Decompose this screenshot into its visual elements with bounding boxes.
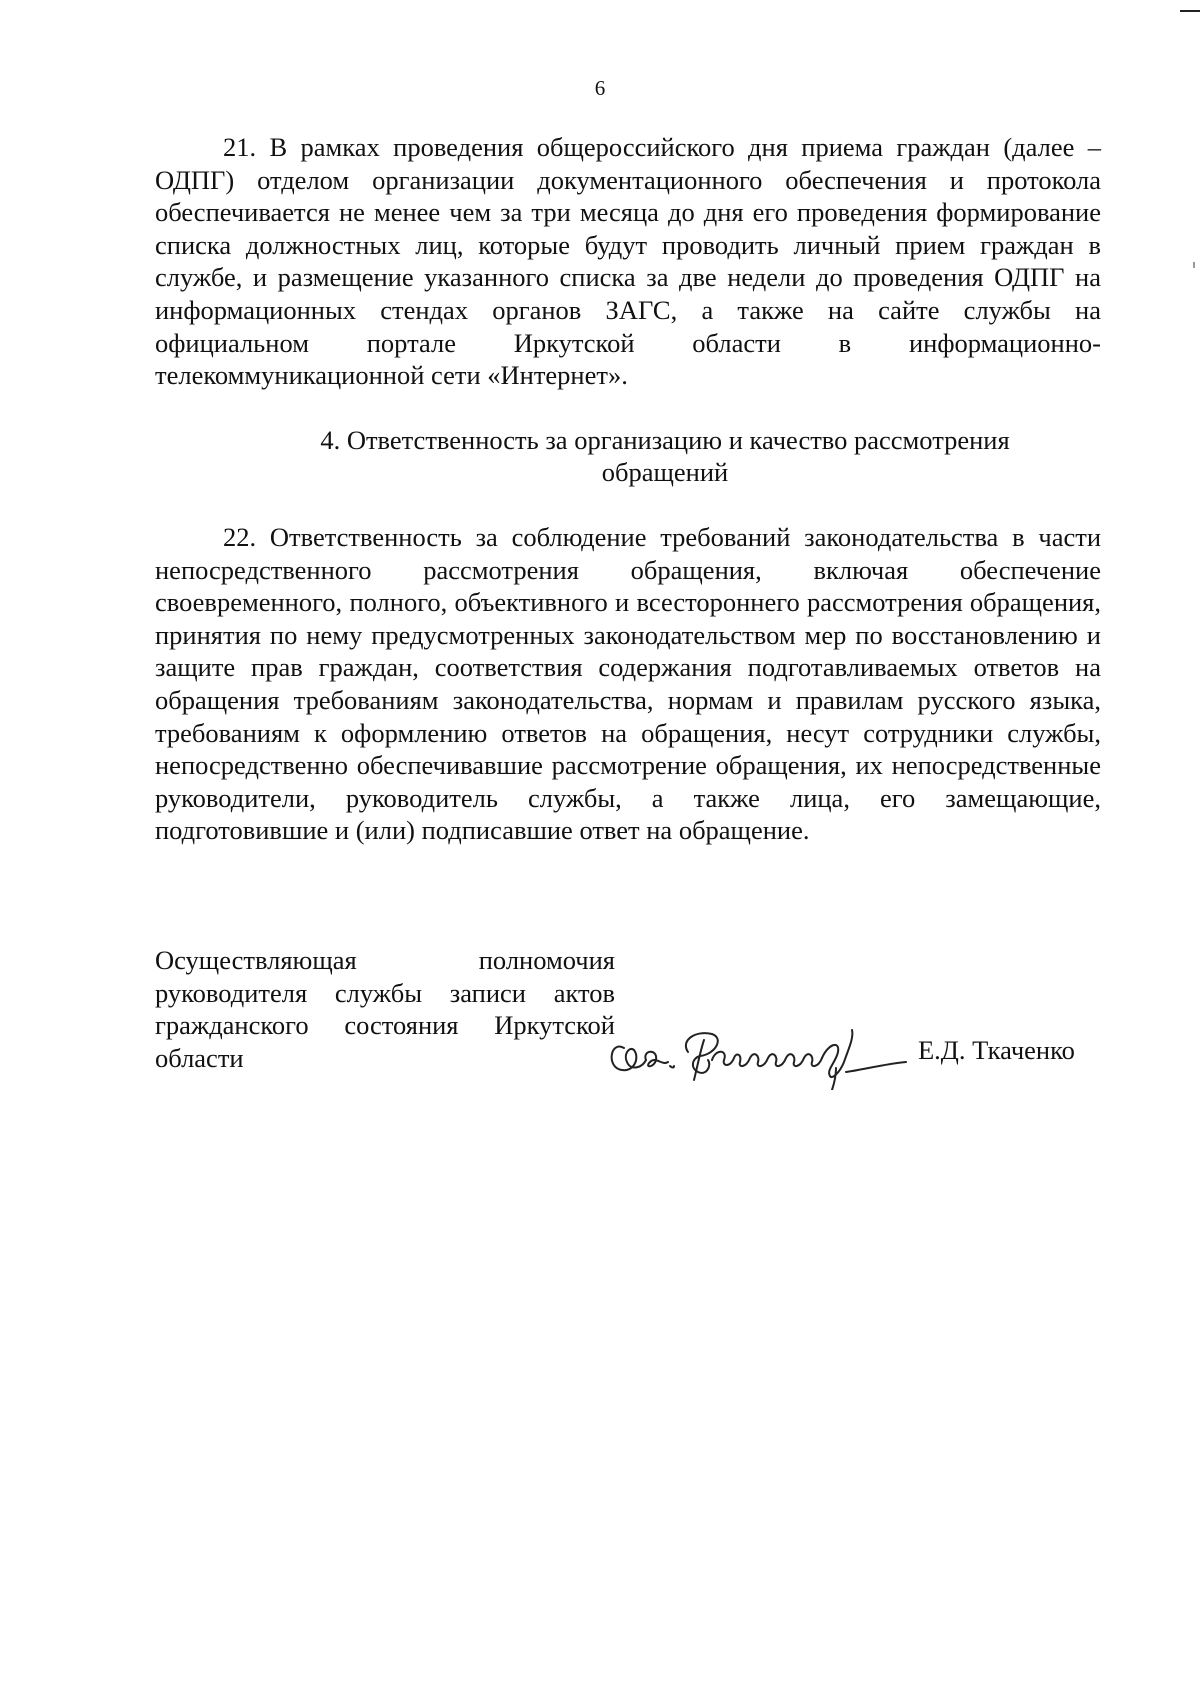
scan-corner-mark (1180, 10, 1200, 12)
scan-edge-speck (1193, 262, 1195, 268)
section-4-heading-line-2: обращений (601, 457, 729, 487)
position-line-1: Осуществляющая полномочия (155, 945, 615, 975)
paragraph-22: 22. Ответственность за соблюдение требований законодательства в части непосредственного рассмотрения обращения, включая обеспечение своевременного, полного, объективного и всестороннего рассмотрения обращения, принятия по нему предусмотренных законодательством мер по восстановлению и защите прав граждан, соответствия содержания подготавливаемых ответов на обращения требованиям законодательства, нормам и правилам русского языка, требованиям к оформлению ответов на обращения, несут сотрудники службы, непосредственно обеспечивавшие рассмотрение обращения, их непосредственные руководители, руководитель службы, а также лица, его замещающие, подготовившие и (или) подписавшие ответ на обращение. (155, 522, 1101, 846)
signatory-position (155, 944, 615, 1074)
position-line-4: области (155, 1042, 244, 1073)
position-line-2: руководителя службы записи актов (155, 977, 615, 1008)
section-4-heading-line-1: 4. Ответственность за организацию и качество рассмотрения (320, 425, 1010, 455)
position-line-3: гражданского состояния Иркутской (155, 1010, 615, 1040)
handwritten-signature-icon (600, 1010, 910, 1090)
signer-name: Е.Д. Ткаченко (918, 1035, 1075, 1065)
section-4-heading (200, 424, 1130, 488)
page-number: 6 (594, 76, 606, 100)
paragraph-21: 21. В рамках проведения общероссийского дня приема граждан (далее – ОДПГ) отделом организации документационного обеспечения и протокола обеспечивается не менее чем за три месяца до дня его проведения формирование списка должностных лиц, которые будут проводить личный прием граждан в службе, и размещение указанного списка за две недели до проведения ОДПГ на информационных стендах органов ЗАГС, а также на сайте службы на официальном портале Иркутской области в информационно-телекоммуникационной сети «Интернет». (155, 132, 1101, 391)
